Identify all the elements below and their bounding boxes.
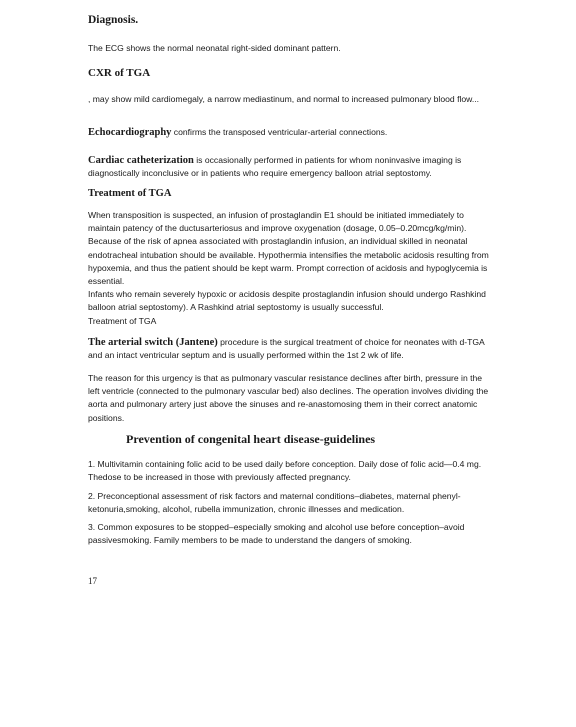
echo-paragraph: [88, 126, 492, 139]
echo-text: confirms the transposed ventricular-arterial connections.: [171, 127, 388, 137]
treatment-line: Treatment of TGA: [88, 315, 157, 326]
echo-lead: Echocardiography: [88, 127, 172, 138]
reason-paragraph: The reason for this urgency is that as pulmonary vascular resistance declines after birth, pressure in the left ventricle (connected to the pulmonary vascular bed) also declines. The operation involves dividing the aorta and pulmonary artery just above the sinuses and re-anastomosing them in their correct anatomic positions.: [88, 373, 489, 423]
diagnosis-heading: Diagnosis.: [88, 14, 139, 26]
prevention-item: 2. Preconceptional assessment of risk factors and maternal conditions–diabetes, maternal phenyl-ketonuria,smoking, alcohol, rubella immunization, chronic illnesses and medication.: [88, 491, 461, 515]
switch-text: procedure is the surgical treatment of choice for neonates with d-TGA and an intact ventricular septum and is usually performed within the 1st 2 wk of life.: [88, 337, 485, 361]
prevention-heading: Prevention of congenital heart disease-guidelines: [126, 432, 376, 446]
cxr-paragraph: , may show mild cardiomegaly, a narrow mediastinum, and normal to increased pulmonary blood flow...: [88, 94, 480, 104]
switch-paragraph: [88, 336, 492, 362]
treatment-line: When transposition is suspected, an infusion of prostaglandin E1 should be initiated immediately to maintain patency of the ductusarteriosus and improve oxygenation (dosage, 0.05–0.20mcg/kg/min).: [88, 210, 467, 234]
prevention-item: 3. Common exposures to be stopped–especially smoking and alcohol use before conception–avoid passivesmoking. Family members to be made to understand the dangers of smoking.: [88, 522, 465, 546]
switch-lead: The arterial switch (Jantene): [88, 337, 218, 348]
ecg-paragraph: The ECG shows the normal neonatal right-sided dominant pattern.: [88, 43, 341, 53]
cxr-heading: CXR of TGA: [88, 67, 151, 79]
cath-text: is occasionally performed in patients for whom noninvasive imaging is diagnostically inconclusive or in patients who require emergency balloon atrial septostomy.: [88, 155, 462, 179]
prevention-item: 1. Multivitamin containing folic acid to be used daily before conception. Daily dose of folic acid—0.4 mg. Thedose to be increased in those with previously affected pregnancy.: [88, 459, 482, 483]
cath-paragraph: [88, 154, 492, 180]
page-number: 17: [88, 576, 97, 586]
treatment-heading: Treatment of TGA: [88, 188, 172, 199]
treatment-paragraph: [88, 209, 494, 328]
cath-lead: Cardiac catheterization: [88, 155, 194, 166]
treatment-line: Because of the risk of apnea associated with prostaglandin infusion, an individual skilled in neonatal endotracheal intubation should be available. Hypothermia intensifies the metabolic acidosis resulting from hypoxemia, and thus the patient should be kept warm. Prompt correction of acidosis and hypoglycemia is essential.: [88, 236, 489, 287]
treatment-line: Infants who remain severely hypoxic or acidosis despite prostaglandin infusion should undergo Rashkind balloon atrial septostomy). A Rashkind atrial septostomy is usually successful.: [88, 289, 486, 313]
